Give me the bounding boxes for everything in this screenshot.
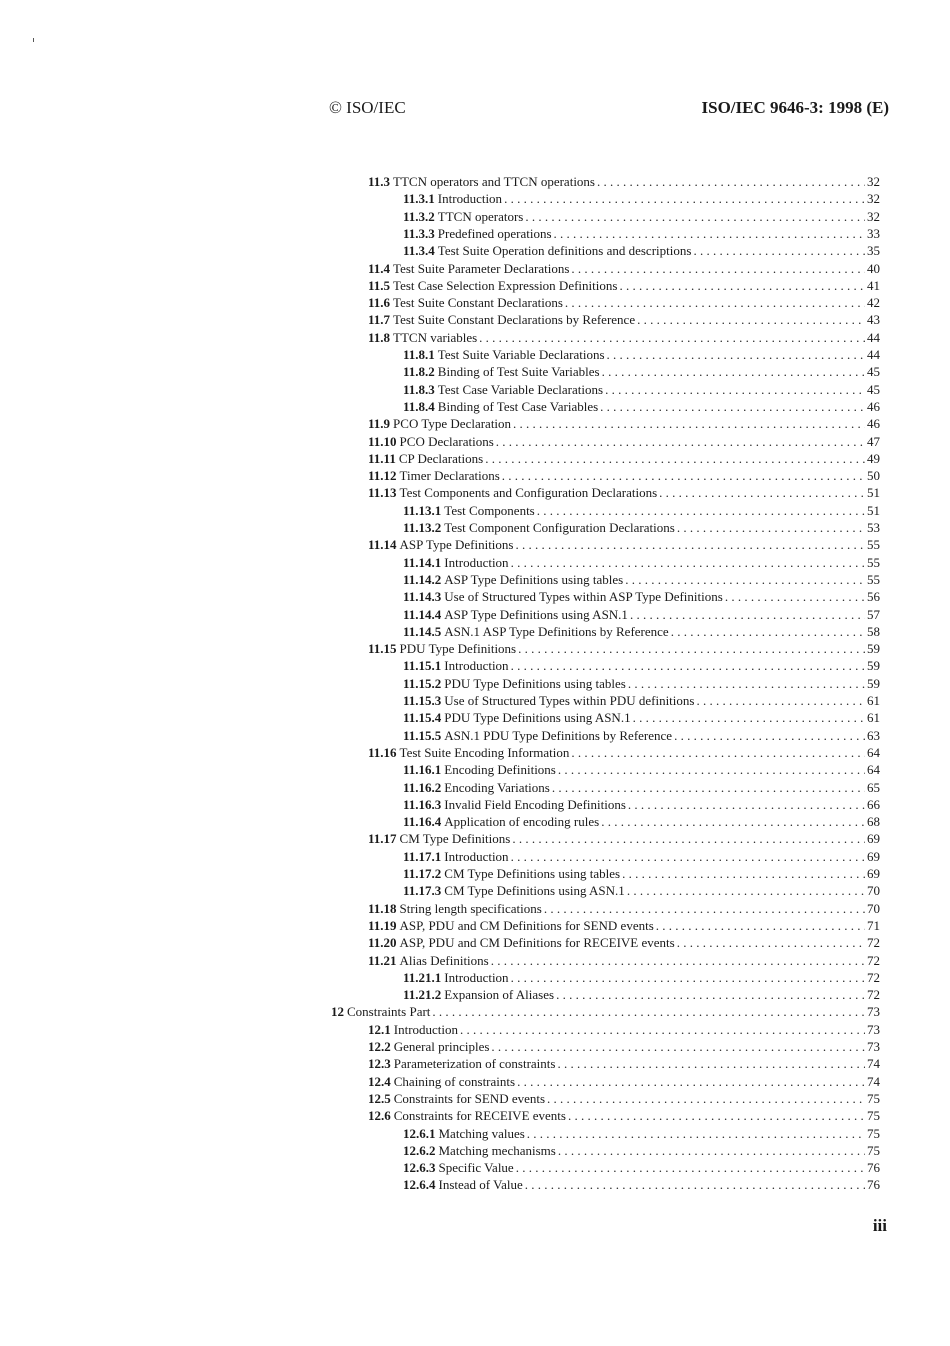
toc-entry-page: 46 <box>867 398 880 414</box>
toc-entry[interactable] <box>403 190 880 207</box>
toc-entry-page: 74 <box>867 1073 880 1089</box>
toc-entry-number: 12.6.3 <box>403 1160 436 1176</box>
toc-entry-title: General principles <box>393 1039 490 1054</box>
toc-entry-title: Timer Declarations <box>399 468 500 484</box>
toc-entry-title: ASN.1 PDU Type Definitions by Reference <box>444 727 673 743</box>
toc-entry-title: PCO Declarations <box>399 433 494 449</box>
toc-entry-title: ASP Type Definitions using tables <box>444 571 624 587</box>
toc-entry-title: PDU Type Definitions <box>399 641 517 657</box>
toc-entry-page: 61 <box>867 710 880 726</box>
toc-entry-number: 11.15 <box>368 641 397 657</box>
toc-leader-dots <box>568 1107 865 1124</box>
toc-entry-number: 11.3 <box>368 174 391 189</box>
toc-entry[interactable] <box>368 934 880 951</box>
toc-entry-title: TTCN operators and TTCN operations <box>393 174 595 189</box>
toc-entry[interactable] <box>403 865 880 882</box>
toc-entry-page: 59 <box>867 641 880 657</box>
toc-entry-page: 68 <box>867 814 880 830</box>
toc-entry-title: CP Declarations <box>398 450 484 466</box>
toc-entry-page: 33 <box>867 225 880 241</box>
toc-entry-page: 55 <box>867 571 880 587</box>
toc-entry-page: 55 <box>867 554 880 570</box>
toc-entry-page: 73 <box>867 1021 880 1037</box>
toc-entry-number: 11.16 <box>368 744 397 760</box>
toc-entry-page: 69 <box>867 831 880 847</box>
toc-entry[interactable] <box>403 242 880 259</box>
toc-entry-page: 63 <box>867 727 880 743</box>
toc-entry-number: 11.14.2 <box>403 571 442 587</box>
toc-entry[interactable] <box>403 571 880 588</box>
toc-entry-number: 11.8 <box>368 329 391 345</box>
toc-entry[interactable] <box>368 830 880 847</box>
toc-leader-dots <box>556 986 865 1003</box>
header-standard-id: ISO/IEC 9646-3: 1998 (E) <box>701 98 889 117</box>
toc-entry-number: 11.14.1 <box>403 554 442 570</box>
toc-entry-title: Encoding Definitions <box>444 762 556 778</box>
toc-entry[interactable] <box>368 433 880 450</box>
toc-leader-dots <box>525 1176 865 1193</box>
toc-entry[interactable] <box>403 225 880 242</box>
toc-entry-number: 12 <box>331 1004 344 1020</box>
toc-leader-dots <box>554 225 865 242</box>
toc-entry-number: 11.17.1 <box>403 848 442 864</box>
toc-entry[interactable] <box>368 744 880 761</box>
toc-entry-page: 45 <box>867 381 880 397</box>
toc-leader-dots <box>502 467 865 484</box>
toc-entry[interactable] <box>403 692 880 709</box>
toc-entry-number: 11.8.2 <box>403 364 435 380</box>
toc-entry[interactable] <box>368 917 880 934</box>
toc-entry[interactable] <box>403 208 880 225</box>
toc-leader-dots <box>558 1142 865 1159</box>
toc-entry-number: 11.6 <box>368 295 391 311</box>
toc-entry-page: 44 <box>867 329 880 345</box>
toc-leader-dots <box>552 779 865 796</box>
toc-leader-dots <box>602 363 865 380</box>
toc-entry-title: Test Case Selection Expression Definitions <box>393 277 618 293</box>
toc-entry-page: 50 <box>867 468 880 484</box>
toc-entry-page: 51 <box>867 502 880 518</box>
toc-entry-number: 11.21 <box>368 952 397 968</box>
toc-entry-title: Constraints for SEND events <box>393 1090 546 1106</box>
toc-entry-number: 11.13.1 <box>403 502 442 518</box>
toc-entry-title: Specific Value <box>438 1160 514 1176</box>
toc-entry-title: Test Suite Constant Declarations <box>393 295 563 311</box>
toc-entry-page: 55 <box>867 537 880 553</box>
toc-entry-page: 56 <box>867 589 880 605</box>
toc-entry-title: Introduction <box>393 1021 459 1037</box>
toc-leader-dots <box>619 277 865 294</box>
toc-leader-dots <box>558 761 865 778</box>
toc-leader-dots <box>516 1159 865 1176</box>
toc-entry-title: Predefined operations <box>437 225 552 241</box>
toc-entry[interactable] <box>368 329 880 346</box>
toc-entry-number: 11.15.4 <box>403 710 442 726</box>
toc-entry[interactable] <box>403 519 880 536</box>
toc-entry-number: 11.10 <box>368 433 397 449</box>
toc-entry[interactable] <box>368 415 880 432</box>
toc-leader-dots <box>637 311 865 328</box>
toc-entry-title: Instead of Value <box>438 1177 523 1193</box>
toc-entry[interactable] <box>403 606 880 623</box>
toc-entry-page: 45 <box>867 364 880 380</box>
toc-leader-dots <box>512 830 865 847</box>
toc-entry-page: 40 <box>867 260 880 276</box>
toc-entry[interactable] <box>368 952 880 969</box>
toc-entry[interactable] <box>368 294 880 311</box>
toc-entry[interactable] <box>403 381 880 398</box>
toc-entry-title: Test Component Configuration Declarations <box>444 520 675 535</box>
toc-entry[interactable] <box>403 882 880 899</box>
toc-entry[interactable] <box>403 675 880 692</box>
toc-entry-number: 11.19 <box>368 917 397 933</box>
toc-leader-dots <box>432 1003 865 1020</box>
toc-entry-page: 59 <box>867 675 880 691</box>
toc-entry-title: Chaining of constraints <box>393 1073 516 1089</box>
toc-entry-number: 11.16.2 <box>403 779 442 795</box>
toc-entry-number: 12.1 <box>368 1021 391 1037</box>
toc-leader-dots <box>479 329 865 346</box>
toc-entry-page: 72 <box>867 969 880 985</box>
toc-entry-number: 11.9 <box>368 416 391 432</box>
toc-leader-dots <box>633 709 865 726</box>
toc-leader-dots <box>628 796 865 813</box>
toc-entry-page: 70 <box>867 900 880 916</box>
toc-entry[interactable] <box>331 1003 880 1020</box>
toc-entry-page: 75 <box>867 1090 880 1106</box>
toc-leader-dots <box>460 1021 865 1038</box>
toc-leader-dots <box>571 744 865 761</box>
toc-entry-page: 70 <box>867 883 880 899</box>
toc-leader-dots <box>659 484 865 501</box>
toc-entry-number: 11.7 <box>368 312 391 328</box>
toc-entry-number: 12.3 <box>368 1056 391 1072</box>
toc-leader-dots <box>674 727 865 744</box>
toc-entry-title: Use of Structured Types within PDU definitions <box>444 693 695 708</box>
toc-entry-title: Use of Structured Types within ASP Type Definitions <box>444 589 723 605</box>
toc-leader-dots <box>696 692 865 709</box>
toc-entry-title: TTCN operators <box>437 208 524 224</box>
toc-entry-number: 11.8.1 <box>403 347 435 362</box>
toc-entry-number: 12.6 <box>368 1108 391 1124</box>
toc-entry-title: ASP, PDU and CM Definitions for SEND events <box>399 917 654 933</box>
toc-entry-page: 73 <box>867 1039 880 1054</box>
toc-leader-dots <box>605 381 865 398</box>
toc-leader-dots <box>511 848 865 865</box>
toc-entry-number: 12.4 <box>368 1073 391 1089</box>
toc-entry-number: 11.18 <box>368 900 397 916</box>
toc-entry[interactable] <box>368 1073 880 1090</box>
toc-entry-page: 32 <box>867 191 880 207</box>
toc-entry-title: Test Suite Parameter Declarations <box>393 260 570 276</box>
toc-entry-page: 42 <box>867 295 880 311</box>
toc-entry-page: 75 <box>867 1125 880 1141</box>
toc-entry[interactable] <box>368 277 880 294</box>
toc-entry-title: PDU Type Definitions using tables <box>444 675 626 691</box>
toc-leader-dots <box>622 865 865 882</box>
toc-leader-dots <box>537 502 865 519</box>
toc-entry-page: 76 <box>867 1160 880 1176</box>
toc-leader-dots <box>671 623 865 640</box>
toc-leader-dots <box>628 675 865 692</box>
toc-entry-page: 51 <box>867 485 880 501</box>
toc-entry-title: Application of encoding rules <box>444 814 600 830</box>
toc-entry[interactable] <box>403 363 880 380</box>
toc-leader-dots <box>547 1090 865 1107</box>
toc-entry[interactable] <box>368 1107 880 1124</box>
toc-entry-page: 61 <box>867 693 880 708</box>
toc-leader-dots <box>607 346 865 363</box>
toc-entry-title: Parameterization of constraints <box>393 1056 556 1072</box>
toc-entry-number: 12.6.2 <box>403 1142 436 1158</box>
toc-entry-page: 66 <box>867 796 880 812</box>
toc-entry-page: 43 <box>867 312 880 328</box>
toc-entry-page: 71 <box>867 917 880 933</box>
toc-entry-title: Introduction <box>444 969 509 985</box>
toc-entry[interactable] <box>403 779 880 796</box>
toc-entry-number: 11.14.3 <box>403 589 442 605</box>
toc-entry-number: 11.14 <box>368 537 397 553</box>
toc-entry-number: 11.16.4 <box>403 814 442 830</box>
header-copyright: © ISO/IEC <box>329 98 406 117</box>
toc-entry-number: 11.3.3 <box>403 225 435 241</box>
toc-entry-title: Test Components and Configuration Declarations <box>399 485 658 501</box>
toc-entry-number: 11.14.5 <box>403 623 442 639</box>
toc-entry-title: Introduction <box>444 554 509 570</box>
toc-leader-dots <box>491 1038 865 1055</box>
toc-entry-title: Test Suite Variable Declarations <box>437 347 605 362</box>
toc-entry[interactable] <box>403 727 880 744</box>
toc-leader-dots <box>518 640 865 657</box>
toc-entry-page: 44 <box>867 347 880 362</box>
toc-entry[interactable] <box>403 796 880 813</box>
toc-entry[interactable] <box>403 1176 880 1193</box>
toc-entry[interactable] <box>403 398 880 415</box>
toc-entry-page: 58 <box>867 623 880 639</box>
toc-leader-dots <box>627 882 865 899</box>
toc-entry-number: 11.12 <box>368 468 397 484</box>
toc-entry-number: 11.3.1 <box>403 191 435 207</box>
toc-leader-dots <box>693 242 865 259</box>
toc-entry-title: Matching mechanisms <box>438 1142 556 1158</box>
toc-entry[interactable] <box>368 467 880 484</box>
toc-entry-page: 47 <box>867 433 880 449</box>
toc-entry-page: 72 <box>867 935 880 951</box>
toc-entry-title: CM Type Definitions using tables <box>444 866 621 881</box>
toc-entry-page: 72 <box>867 952 880 968</box>
toc-entry-page: 46 <box>867 416 880 432</box>
toc-entry[interactable] <box>403 1125 880 1142</box>
toc-entry-page: 32 <box>867 174 880 189</box>
toc-entry-number: 11.21.2 <box>403 987 442 1003</box>
toc-entry-page: 35 <box>867 243 880 259</box>
toc-entry-number: 11.3.4 <box>403 243 435 259</box>
toc-leader-dots <box>656 917 865 934</box>
toc-entry-number: 11.11 <box>368 450 396 466</box>
toc-entry-title: Constraints for RECEIVE events <box>393 1108 566 1124</box>
toc-entry-title: Introduction <box>444 658 509 674</box>
toc-leader-dots <box>601 813 865 830</box>
toc-entry-number: 11.13 <box>368 485 397 501</box>
toc-entry-title: ASN.1 ASP Type Definitions by Reference <box>444 623 669 639</box>
toc-leader-dots <box>557 1055 865 1072</box>
toc-entry-number: 11.15.5 <box>403 727 442 743</box>
toc-entry-page: 65 <box>867 779 880 795</box>
toc-leader-dots <box>630 606 865 623</box>
toc-entry-title: TTCN variables <box>393 329 478 345</box>
toc-entry[interactable] <box>403 502 880 519</box>
toc-entry-page: 64 <box>867 762 880 778</box>
toc-entry-title: Invalid Field Encoding Definitions <box>444 796 626 812</box>
toc-leader-dots <box>527 1125 865 1142</box>
toc-leader-dots <box>725 588 865 605</box>
toc-entry-title: Alias Definitions <box>399 952 489 968</box>
toc-leader-dots <box>517 1073 865 1090</box>
toc-leader-dots <box>677 934 865 951</box>
scan-mark <box>33 38 34 42</box>
toc-leader-dots <box>511 969 865 986</box>
toc-entry-page: 73 <box>867 1004 880 1020</box>
toc-entry-number: 11.13.2 <box>403 520 442 535</box>
toc-entry-number: 11.15.2 <box>403 675 442 691</box>
toc-entry-page: 69 <box>867 848 880 864</box>
toc-entry-number: 12.2 <box>368 1039 391 1054</box>
toc-entry-page: 53 <box>867 520 880 535</box>
toc-entry-number: 11.17.2 <box>403 866 442 881</box>
toc-entry-page: 72 <box>867 987 880 1003</box>
toc-entry-title: CM Type Definitions using ASN.1 <box>444 883 625 899</box>
toc-entry-number: 11.21.1 <box>403 969 442 985</box>
toc-entry[interactable] <box>368 311 880 328</box>
toc-entry[interactable] <box>368 1038 880 1055</box>
toc-entry-page: 32 <box>867 208 880 224</box>
toc-entry-title: ASP Type Definitions <box>399 537 514 553</box>
toc-entry-title: Test Suite Operation definitions and descriptions <box>437 243 692 259</box>
toc-entry-number: 12.6.4 <box>403 1177 436 1193</box>
toc-leader-dots <box>504 190 865 207</box>
toc-entry-title: CM Type Definitions <box>399 831 511 847</box>
toc-entry-title: PDU Type Definitions using ASN.1 <box>444 710 631 726</box>
toc-entry-title: Test Suite Encoding Information <box>399 744 570 760</box>
toc-leader-dots <box>544 900 865 917</box>
toc-entry-title: Test Suite Constant Declarations by Reference <box>393 312 636 328</box>
toc-leader-dots <box>597 173 865 190</box>
page-number: iii <box>872 1216 887 1235</box>
toc-entry[interactable] <box>403 588 880 605</box>
toc-entry[interactable] <box>403 1142 880 1159</box>
toc-leader-dots <box>565 294 865 311</box>
toc-entry-page: 74 <box>867 1056 880 1072</box>
toc-entry-number: 11.4 <box>368 260 391 276</box>
toc-entry-page: 76 <box>867 1177 880 1193</box>
toc-entry-number: 12.5 <box>368 1090 391 1106</box>
toc-entry-number: 11.16.3 <box>403 796 442 812</box>
toc-entry[interactable] <box>403 657 880 674</box>
toc-entry[interactable] <box>403 709 880 726</box>
toc-entry-title: Introduction <box>444 848 509 864</box>
toc-leader-dots <box>571 260 865 277</box>
toc-entry-title: Matching values <box>438 1125 525 1141</box>
toc-leader-dots <box>496 433 865 450</box>
toc-leader-dots <box>491 952 865 969</box>
toc-entry-number: 11.15.1 <box>403 658 442 674</box>
toc-entry[interactable] <box>368 900 880 917</box>
toc-leader-dots <box>511 554 865 571</box>
toc-entry-number: 11.3.2 <box>403 208 435 224</box>
toc-entry-page: 59 <box>867 658 880 674</box>
toc-entry-number: 11.8.3 <box>403 381 435 397</box>
toc-entry-title: PCO Type Declaration <box>393 416 512 432</box>
toc-entry[interactable] <box>368 173 880 190</box>
toc-entry[interactable] <box>403 1159 880 1176</box>
toc-leader-dots <box>525 208 865 225</box>
toc-entry[interactable] <box>403 554 880 571</box>
toc-entry[interactable] <box>403 969 880 986</box>
toc-leader-dots <box>511 657 865 674</box>
toc-entry-title: Expansion of Aliases <box>444 987 555 1003</box>
toc-leader-dots <box>515 536 865 553</box>
toc-entry-title: Constraints Part <box>347 1004 431 1020</box>
toc-entry[interactable] <box>368 450 880 467</box>
toc-entry-number: 11.17.3 <box>403 883 442 899</box>
toc-entry-number: 12.6.1 <box>403 1125 436 1141</box>
toc-entry-page: 49 <box>867 450 880 466</box>
toc-leader-dots <box>600 398 865 415</box>
toc-entry-page: 64 <box>867 744 880 760</box>
toc-entry[interactable] <box>368 1090 880 1107</box>
toc-entry[interactable] <box>403 346 880 363</box>
toc-entry[interactable] <box>403 623 880 640</box>
toc-entry[interactable] <box>403 986 880 1003</box>
toc-entry-page: 75 <box>867 1108 880 1124</box>
toc-entry[interactable] <box>403 761 880 778</box>
toc-entry[interactable] <box>368 260 880 277</box>
toc-entry[interactable] <box>368 484 880 501</box>
toc-leader-dots <box>677 519 865 536</box>
toc-entry[interactable] <box>368 536 880 553</box>
toc-entry-number: 11.16.1 <box>403 762 442 778</box>
toc-entry-title: Introduction <box>437 191 503 207</box>
toc-entry-page: 69 <box>867 866 880 881</box>
toc-entry-title: Binding of Test Suite Variables <box>437 364 600 380</box>
toc-entry[interactable] <box>368 1055 880 1072</box>
toc-entry[interactable] <box>368 640 880 657</box>
toc-entry-title: String length specifications <box>399 900 542 916</box>
toc-entry-title: Encoding Variations <box>444 779 550 795</box>
toc-entry[interactable] <box>403 813 880 830</box>
toc-entry-title: Test Components <box>444 502 535 518</box>
toc-leader-dots <box>513 415 865 432</box>
toc-entry-number: 11.15.3 <box>403 693 442 708</box>
toc-entry-page: 57 <box>867 606 880 622</box>
toc-entry-page: 75 <box>867 1142 880 1158</box>
toc-entry[interactable] <box>368 1021 880 1038</box>
toc-entry-title: ASP, PDU and CM Definitions for RECEIVE events <box>399 935 675 951</box>
toc-entry-title: Test Case Variable Declarations <box>437 381 604 397</box>
toc-entry-number: 11.17 <box>368 831 397 847</box>
toc-entry-number: 11.5 <box>368 277 391 293</box>
toc-entry-number: 11.14.4 <box>403 606 442 622</box>
toc-leader-dots <box>625 571 865 588</box>
toc-entry-number: 11.8.4 <box>403 398 435 414</box>
toc-leader-dots <box>485 450 865 467</box>
toc-entry-title: ASP Type Definitions using ASN.1 <box>444 606 628 622</box>
toc-entry-title: Binding of Test Case Variables <box>437 398 599 414</box>
toc-entry[interactable] <box>403 848 880 865</box>
toc-entry-number: 11.20 <box>368 935 397 951</box>
toc-entry-page: 41 <box>867 277 880 293</box>
